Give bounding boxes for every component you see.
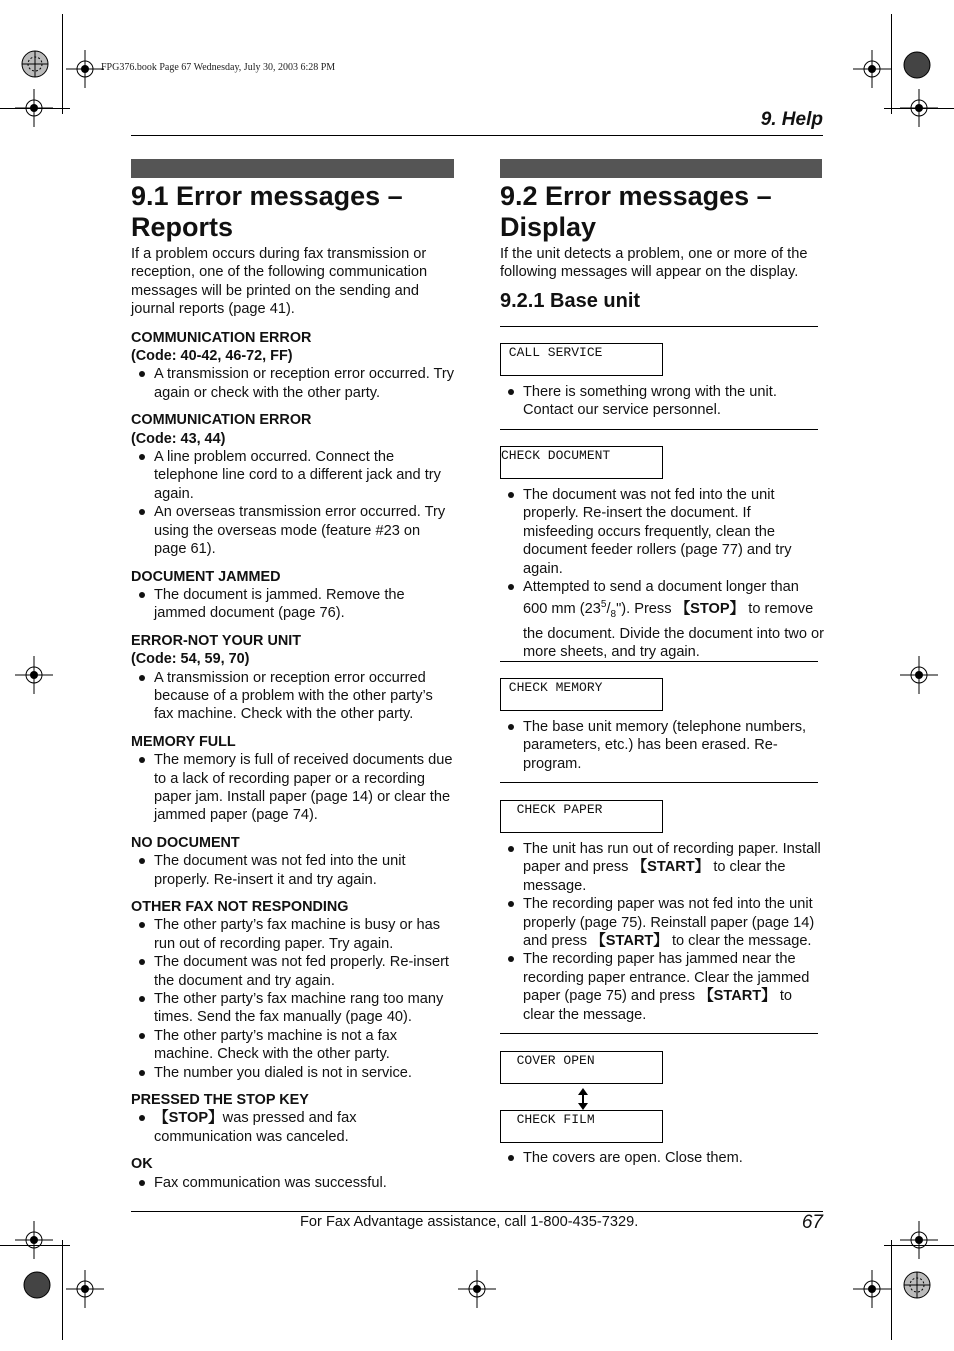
message-desc bbox=[500, 718, 825, 773]
header-rule bbox=[131, 135, 823, 136]
list-item: The document was not fed into the unit properly. Re-insert it and try again. bbox=[131, 852, 456, 889]
stop-key-label: 【STOP】 bbox=[675, 601, 745, 618]
divider bbox=[500, 661, 818, 662]
section-bar bbox=[500, 159, 822, 178]
list-item: A line problem occurred. Connect the telephone line cord to a different jack and try again. bbox=[131, 448, 456, 503]
start-key-label: 【START】 bbox=[632, 859, 710, 876]
registration-mark-icon bbox=[853, 50, 891, 88]
error-heading: MEMORY FULL bbox=[131, 733, 236, 750]
message-desc bbox=[500, 840, 825, 1024]
error-code: (Code: 40-42, 46-72, FF) bbox=[131, 348, 293, 365]
message-desc bbox=[500, 486, 825, 661]
fraction-numerator: 5 bbox=[600, 599, 607, 611]
title-line: Reports bbox=[131, 212, 234, 242]
title-line: Display bbox=[500, 212, 597, 242]
crop-mark bbox=[891, 14, 892, 114]
crop-mark bbox=[62, 14, 63, 114]
subsection-title: 9.2.1 Base unit bbox=[500, 290, 641, 312]
list-item bbox=[131, 1109, 456, 1146]
lcd-display: CHECK MEMORY bbox=[500, 678, 663, 711]
list-item: There is something wrong with the unit. Contact our service personnel. bbox=[500, 383, 825, 420]
start-key-label: 【START】 bbox=[591, 933, 668, 950]
lcd-display: CALL SERVICE bbox=[500, 343, 663, 376]
calibration-disk-icon bbox=[903, 1271, 931, 1299]
footer-rule bbox=[131, 1211, 823, 1212]
item-text: to clear the message. bbox=[523, 859, 786, 894]
page-title-reports bbox=[131, 181, 403, 243]
registration-mark-icon bbox=[853, 1270, 891, 1308]
fraction-slash: / bbox=[606, 601, 611, 618]
list-item: The memory is full of received documents due to a lack of recording paper or a recording paper jam. Install paper (page 14) or clear the jammed paper (page 74). bbox=[131, 751, 456, 825]
calibration-disk-icon bbox=[23, 1271, 51, 1299]
page-title-display bbox=[500, 181, 772, 243]
registration-mark-icon bbox=[66, 50, 104, 88]
page-number: 67 bbox=[801, 1212, 823, 1233]
registration-mark-icon bbox=[900, 89, 938, 127]
section-label: 9. Help bbox=[760, 109, 823, 130]
list-item bbox=[500, 578, 825, 661]
calibration-disk-icon bbox=[903, 51, 931, 79]
lcd-display: CHECK DOCUMENT bbox=[500, 446, 663, 479]
lcd-display: CHECK PAPER bbox=[500, 800, 663, 833]
display-intro-text: If the unit detects a problem, one or more of the following messages will appear on the display. bbox=[500, 246, 808, 281]
message-desc bbox=[500, 383, 825, 420]
item-text: "). Press bbox=[616, 601, 676, 618]
print-info: FPG376.book Page 67 Wednesday, July 30, 2003 6:28 PM bbox=[101, 62, 336, 73]
alternating-arrow-icon bbox=[572, 1088, 594, 1110]
registration-mark-icon bbox=[66, 1270, 104, 1308]
lcd-display: CHECK FILM bbox=[500, 1110, 663, 1143]
list-item: The covers are open. Close them. bbox=[500, 1149, 825, 1167]
item-text: to remove the document. Divide the document into two or more sheets, and try again. bbox=[523, 601, 824, 661]
error-heading: ERROR-NOT YOUR UNIT bbox=[131, 632, 302, 649]
lcd-display: COVER OPEN bbox=[500, 1051, 663, 1084]
error-heading: COMMUNICATION ERROR bbox=[131, 329, 312, 346]
list-item: An overseas transmission error occurred. Try using the overseas mode (feature #23 on page 61). bbox=[131, 503, 456, 558]
stop-key-label: 【STOP】 bbox=[154, 1110, 223, 1127]
list-item bbox=[500, 840, 825, 895]
registration-mark-icon bbox=[900, 656, 938, 694]
item-text: Attempted to send a document longer than 600 mm (23 bbox=[523, 579, 799, 618]
list-item: The document was not fed into the unit properly. Re-insert the document. If misfeeding occurs frequently, clean the document feeder rollers (page 77) and try again. bbox=[500, 486, 825, 578]
list-item bbox=[500, 895, 825, 950]
registration-mark-icon bbox=[15, 89, 53, 127]
item-text: The recording paper was not fed into the unit properly (page 75). Reinstall paper (page 14) and press bbox=[523, 896, 815, 950]
crop-mark bbox=[62, 1240, 63, 1340]
reports-column bbox=[131, 245, 456, 1192]
registration-mark-icon bbox=[15, 1221, 53, 1259]
error-heading: DOCUMENT JAMMED bbox=[131, 568, 281, 585]
reports-intro: If a problem occurs during fax transmission or reception, one of the following communication messages will be printed on the sending and journal reports (page 41). bbox=[131, 246, 428, 318]
item-text: The recording paper has jammed near the recording paper entrance. Clear the jammed paper (page 75) and press bbox=[523, 951, 810, 1005]
calibration-disk-icon bbox=[21, 50, 49, 78]
list-item: The other party’s fax machine is busy or has run out of recording paper. Try again. bbox=[131, 916, 456, 953]
item-text: was pressed and fax communication was canceled. bbox=[154, 1110, 357, 1145]
list-item: The other party’s machine is not a fax machine. Check with the other party. bbox=[131, 1027, 456, 1064]
divider bbox=[500, 1033, 818, 1034]
list-item: The document was not fed properly. Re-insert the document and try again. bbox=[131, 953, 456, 990]
list-item: The other party’s fax machine rang too many times. Send the fax manually (page 40). bbox=[131, 990, 456, 1027]
item-text: to clear the message. bbox=[667, 933, 812, 950]
item-text: The unit has run out of recording paper. Install paper and press bbox=[523, 841, 821, 876]
list-item: A transmission or reception error occurred. Try again or check with the other party. bbox=[131, 365, 456, 402]
message-desc bbox=[500, 1149, 825, 1167]
list-item bbox=[500, 950, 825, 1024]
crop-mark bbox=[891, 1240, 892, 1340]
title-line: 9.1 Error messages – bbox=[131, 181, 403, 211]
list-item: A transmission or reception error occurred because of a problem with the other party’s fax machine. Check with the other party. bbox=[131, 669, 456, 724]
display-intro bbox=[500, 245, 825, 282]
error-heading: PRESSED THE STOP KEY bbox=[131, 1092, 309, 1109]
list-item: Fax communication was successful. bbox=[131, 1174, 456, 1192]
divider bbox=[500, 429, 818, 430]
error-heading: OK bbox=[131, 1156, 153, 1173]
item-text: to clear the message. bbox=[523, 988, 793, 1023]
title-line: 9.2 Error messages – bbox=[500, 181, 772, 211]
error-code: (Code: 43, 44) bbox=[131, 430, 226, 447]
list-item: The number you dialed is not in service. bbox=[131, 1064, 456, 1082]
footer-assistance: For Fax Advantage assistance, call 1-800-435-7329. bbox=[300, 1214, 639, 1230]
divider bbox=[500, 326, 818, 327]
error-code: (Code: 54, 59, 70) bbox=[131, 651, 250, 668]
start-key-label: 【START】 bbox=[699, 988, 776, 1005]
list-item: The document is jammed. Remove the jammed document (page 76). bbox=[131, 586, 456, 623]
registration-mark-icon bbox=[900, 1221, 938, 1259]
error-heading: NO DOCUMENT bbox=[131, 834, 240, 851]
section-bar bbox=[131, 159, 454, 178]
divider bbox=[500, 782, 818, 783]
error-heading: COMMUNICATION ERROR bbox=[131, 412, 312, 429]
list-item: The base unit memory (telephone numbers, parameters, etc.) has been erased. Re-program. bbox=[500, 718, 825, 773]
error-heading: OTHER FAX NOT RESPONDING bbox=[131, 899, 349, 915]
fraction-denominator: 8 bbox=[610, 609, 617, 621]
registration-mark-icon bbox=[458, 1270, 496, 1308]
registration-mark-icon bbox=[15, 656, 53, 694]
